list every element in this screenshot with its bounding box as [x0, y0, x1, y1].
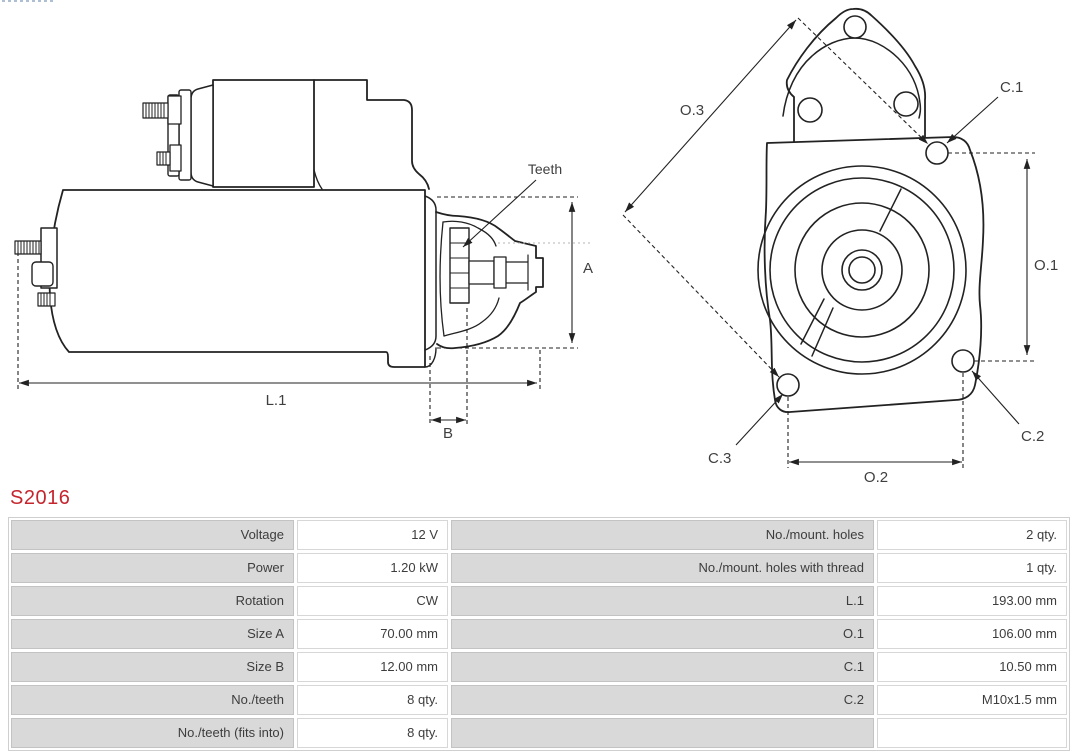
spec-label: L.1 [451, 586, 874, 616]
label-b: B [442, 425, 454, 442]
spec-value: 1.20 kW [297, 553, 448, 583]
spec-label: Voltage [11, 520, 294, 550]
spec-value: 106.00 mm [877, 619, 1067, 649]
spec-value: 12.00 mm [297, 652, 448, 682]
spec-value: CW [297, 586, 448, 616]
spec-value: 12 V [297, 520, 448, 550]
label-o2: O.2 [863, 469, 889, 485]
spec-value: 1 qty. [877, 553, 1067, 583]
spec-label: C.1 [451, 652, 874, 682]
spec-value: 8 qty. [297, 718, 448, 748]
side-view-drawing [15, 80, 543, 367]
spec-value: 10.50 mm [877, 652, 1067, 682]
spec-label: C.2 [451, 685, 874, 715]
label-l1: L.1 [265, 392, 287, 409]
label-c1: C.1 [1000, 79, 1024, 96]
spec-value [877, 718, 1067, 748]
tab-hole [844, 16, 866, 38]
label-o1: O.1 [1034, 257, 1059, 274]
spec-label [451, 718, 874, 748]
spec-label: Size A [11, 619, 294, 649]
spec-value: 8 qty. [297, 685, 448, 715]
label-a: A [583, 260, 594, 277]
spec-label: Power [11, 553, 294, 583]
label-teeth: Teeth [527, 161, 563, 177]
spec-value: 70.00 mm [297, 619, 448, 649]
label-c2: C.2 [1021, 428, 1045, 445]
motor-body [50, 190, 425, 367]
spec-table [8, 517, 1070, 751]
spec-label: No./mount. holes with thread [451, 553, 874, 583]
hole-c2 [952, 350, 974, 372]
solenoid [213, 80, 314, 187]
spec-label: O.1 [451, 619, 874, 649]
spec-value: M10x1.5 mm [877, 685, 1067, 715]
front-view-drawing [758, 9, 983, 412]
label-c3: C.3 [708, 450, 732, 467]
label-o3: O.3 [679, 102, 705, 119]
spec-label: Rotation [11, 586, 294, 616]
pinion-gear [450, 228, 469, 303]
part-number: S2016 [10, 487, 71, 509]
spec-value: 193.00 mm [877, 586, 1067, 616]
spec-label: No./mount. holes [451, 520, 874, 550]
spec-label: No./teeth [11, 685, 294, 715]
spec-label: Size B [11, 652, 294, 682]
hole-c1 [926, 142, 948, 164]
spec-label: No./teeth (fits into) [11, 718, 294, 748]
spec-value: 2 qty. [877, 520, 1067, 550]
hole-c3 [777, 374, 799, 396]
